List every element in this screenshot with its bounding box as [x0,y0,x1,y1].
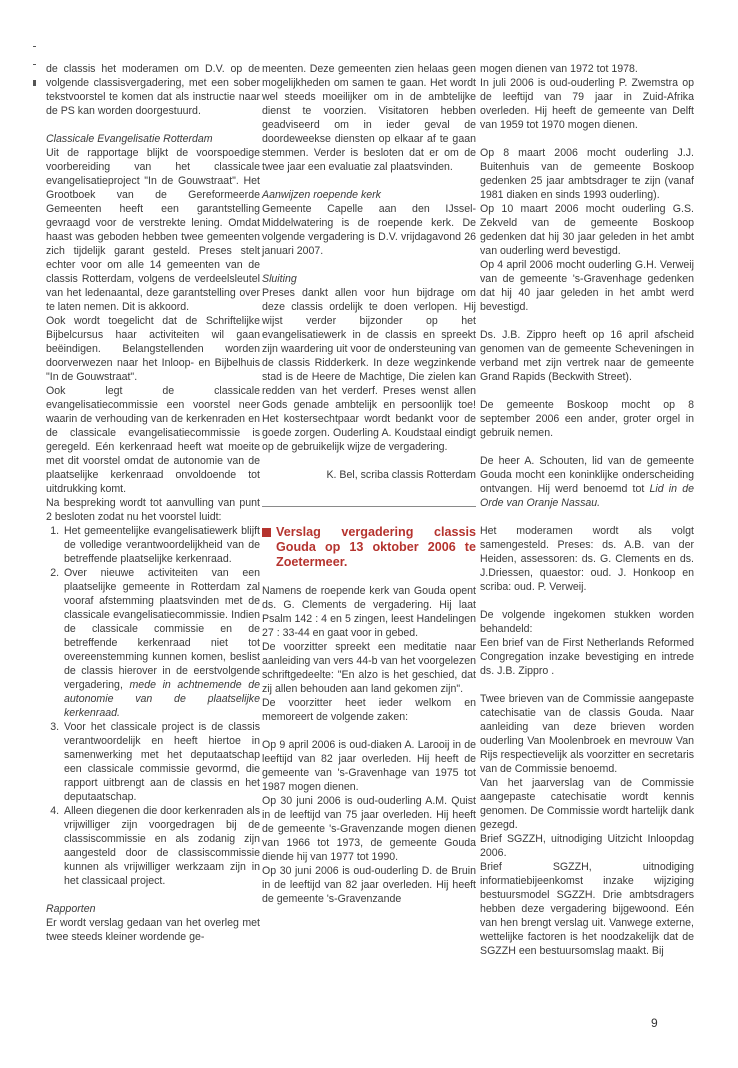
margin-mark [33,64,36,65]
paragraph-italic: Lid in de Orde van Oranje Nassau. [480,483,694,509]
paragraph: De volgende ingekomen stukken worden behandeld: Een brief van de First Netherlands Reformed Congregation inzake bevestiging en intrede ds. J.B. Zippro . [480,609,694,677]
paragraph-text: De heer A. Schouten, lid van de gemeente Gouda mocht een koninklijke onderscheiding ontvangen. Hij werd benoemd tot [480,455,694,495]
column-1 [46,62,260,944]
heading-bullet-icon [262,528,271,537]
section-heading: Classicale Evangelisatie Rotterdam [46,133,213,145]
paragraph: Het moderamen wordt als volgt samengesteld. Preses: ds. A.B. van der Heiden, assessoren: ds. G. Clements en ds. J.Driessen, quaestor: oud. J. Honkoop en scriba: oud. P. Verweij. [480,525,694,593]
paragraph: Uit de rapportage blijkt de voorspoedige voorbereiding van het classicale evangelisatieproject "In de Gouwstraat". Het Grootboek van de Gereformeerde Gemeenten heeft een garantstelling gevraagd voor de verstrekte lening. Omdat haast was geboden hebben twee gemeenten zich tijdelijk garant gesteld. Preses stelt echter voor om alle 14 gemeenten van de classis Rotterdam, volgens de verdeelsleutel van het ledenaantal, deze garantstelling over te laten nemen. Dit is akkoord. [46,147,260,313]
paragraph: Op 8 maart 2006 mocht ouderling J.J. Buitenhuis van de gemeente Boskoop gedenken 25 jaar ambtsdrager te zijn (vanaf 1981 diaken en sinds 1993 ouderling). Op 10 maart 2006 mocht ouderling G.S. Zekveld van de gemeente Boskoop gedenken dat hij 30 jaar geleden in het ambt van ouderling werd bevestigd. Op 4 april 2006 mocht ouderling G.H. Verweij van de gemeente 's-Gravenhage gedenken dat hij 40 jaar geleden in het ambt werd bevestigd. [480,147,694,313]
divider [262,506,476,507]
paragraph: Er wordt verslag gedaan van het overleg met twee steeds kleiner wordende ge- [46,917,260,943]
paragraph: mogen dienen van 1972 tot 1978. In juli 2006 is oud-ouderling P. Zwemstra op de leeftijd van 79 jaar in Zuid-Afrika overleden. Hij heeft de gemeente van Delft van 1959 tot 1970 mogen dienen. [480,63,694,131]
paragraph: Na bespreking wordt tot aanvulling van punt 2 besloten zodat nu het voorstel luidt: [46,497,260,523]
paragraph: Preses dankt allen voor hun bijdrage om deze classis ordelijk te doen verlopen. Hij wijst verder bijzonder op het evangelisatiewerk in de classis en spreekt zijn waardering uit voor de ondersteuning van de classis Ridderkerk. In deze wegzinkende stad is de Heere de Machtige, Die zielen kan redden van het verderf. Preses wenst allen Gods genade ambtelijk en persoonlijk toe! Het kostersechtpaar wordt bedankt voor de goede zorgen. Ouderling A. Koudstaal eindigt op de gebruikelijk wijze de vergadering. [262,287,476,453]
signature: K. Bel, scriba classis Rotterdam [326,469,476,481]
column-2 [262,62,476,906]
list-item: 1. Het gemeentelijke evangelisatiewerk blijft de volledige verantwoordelijkheid van de betreffende plaatselijke kerkenraad. [62,524,260,566]
margin-mark [33,80,36,86]
paragraph: De gemeente Boskoop mocht op 8 september 2006 een ander, groter orgel in gebruik nemen. [480,399,694,439]
section-heading: Rapporten [46,903,96,915]
proposal-list [46,524,260,888]
paragraph: Namens de roepende kerk van Gouda opent ds. G. Clements de vergadering. Hij laat Psalm 142 : 4 en 5 zingen, leest Handelingen 27 : 33-44 en gaat voor in gebed. De voorzitter spreekt een meditatie naar aanleiding van vers 44-b van het voorgelezen schriftgedeelte: "En alzo is het geschied, dat zij allen behouden aan land gekomen zijn". De voorzitter heet ieder welkom en memoreert de volgende zaken: [262,585,476,723]
list-item [62,566,260,720]
paragraph: Ook legt de classicale evangelisatiecommissie een voorstel neer waarin de verhouding van de kerkenraden en de classicale evangelisatiecommissie is geregeld. Eén kerkenraad heeft wat moeite met dit voorstel omdat de autonomie van de plaatselijke kerkenraad onvoldoende tot uitdrukking komt. [46,385,260,495]
list-item: 4. Alleen diegenen die door kerkenraden als vrijwilliger zijn voorgedragen bij de classiscommissie en als zodanig zijn aangesteld door de classiscommissie kunnen als vrijwilliger werkzaam zijn in het classicaal project. [62,804,260,888]
paragraph: Ook wordt toegelicht dat de Schriftelijke Bijbelcursus haar activiteiten wil gaan beëindigen. Belangstellenden worden doorverwezen naar het Inloop- en Bijbelhuis "In de Gouwstraat". [46,315,260,383]
paragraph: de classis het moderamen om D.V. op de volgende classisvergadering, met een sober tekstvoorstel te komen dat als instructie naar de PS kan worden doorgestuurd. [46,63,260,117]
paragraph [480,454,694,510]
column-3 [480,62,694,958]
list-item-text: Over nieuwe activiteiten van een plaatselijke gemeente in Rotterdam zal vooraf afstemming plaatsvinden met de classicale evangelisatiecommissie. Indien de classicale commissie en de betreffende kerkenraad niet tot overeenstemming kunnen komen, beslist de classis hierover in de eerstvolgende vergadering, [64,567,260,691]
article-heading [262,525,476,570]
page-number: 9 [651,1016,658,1030]
section-heading: Aanwijzen roepende kerk [262,189,381,201]
paragraph: Ds. J.B. Zippro heeft op 16 april afscheid genomen van de gemeente Scheveningen in verband met zijn vertrek naar de gemeente Grand Rapids (Beckwith Street). [480,329,694,383]
paragraph: meenten. Deze gemeenten zien helaas geen mogelijkheden om samen te gaan. Het wordt wel steeds moeilijker om in de ambtelijke dienst te voorzien. Visitatoren hebben geadviseerd om in ieder geval de doordeweekse diensten op elkaar af te gaan stemmen. Verder is besloten dat er om de twee jaar een evaluatie zal plaatsvinden. [262,63,476,173]
margin-mark [33,46,36,47]
paragraph: Op 9 april 2006 is oud-diaken A. Larooij in de leeftijd van 82 jaar overleden. Hij heeft de gemeente van 's-Gravenhage van 1975 tot 1987 mogen dienen. Op 30 juni 2006 is oud-ouderling A.M. Quist in de leeftijd van 75 jaar overleden. Hij heeft de gemeente 's-Gravenzande mogen dienen van 1966 tot 1973, de gemeente Gouda diende hij van 1977 tot 1990. Op 30 juni 2006 is oud-ouderling D. de Bruin in de leeftijd van 82 jaar overleden. Hij heeft de gemeente 's-Gravenzande [262,739,476,905]
list-item-italic: mede in achtnemende de autonomie van de plaatselijke kerkenraad. [64,679,260,719]
paragraph: Twee brieven van de Commissie aangepaste catechisatie van de classis Gouda. Naar aanleiding van deze brieven worden ouderling Van Moolenbroek en mevrouw Van Rijs respectievelijk als voorzitter en secretaris van de Commissie benoemd. Van het jaarverslag van de Commissie aangepaste catechisatie wordt kennis genomen. De Commissie wordt hartelijk dank gezegd. Brief SGZZH, uitnodiging Uitzicht Inloopdag 2006. Brief SGZZH, uitnodiging informatiebijeenkomst inzake wijziging bestuursmodel SGZZH. Drie ambtsdragers hebben deze vergadering bijgewoond. Eén van hen brengt verslag uit. Vanwege externe, wettelijke factoren is het noodzakelijk dat de SGZZH een bestuursomslag maakt. Bij [480,693,694,957]
article-heading-text: Verslag vergadering classis Gouda op 13 oktober 2006 te Zoetermeer. [276,525,476,569]
list-item: 3. Voor het classicale project is de classis verantwoordelijk en heeft hiertoe in samenwerking met het deputaatschap een classicale commissie gevormd, die rapport uitbrengt aan de classis en het deputaatschap. [62,720,260,804]
section-heading: Sluiting [262,273,297,285]
paragraph: Gemeente Capelle aan den IJssel-Middelwatering is de roepende kerk. De volgende vergadering is D.V. vrijdagavond 26 januari 2007. [262,203,476,257]
